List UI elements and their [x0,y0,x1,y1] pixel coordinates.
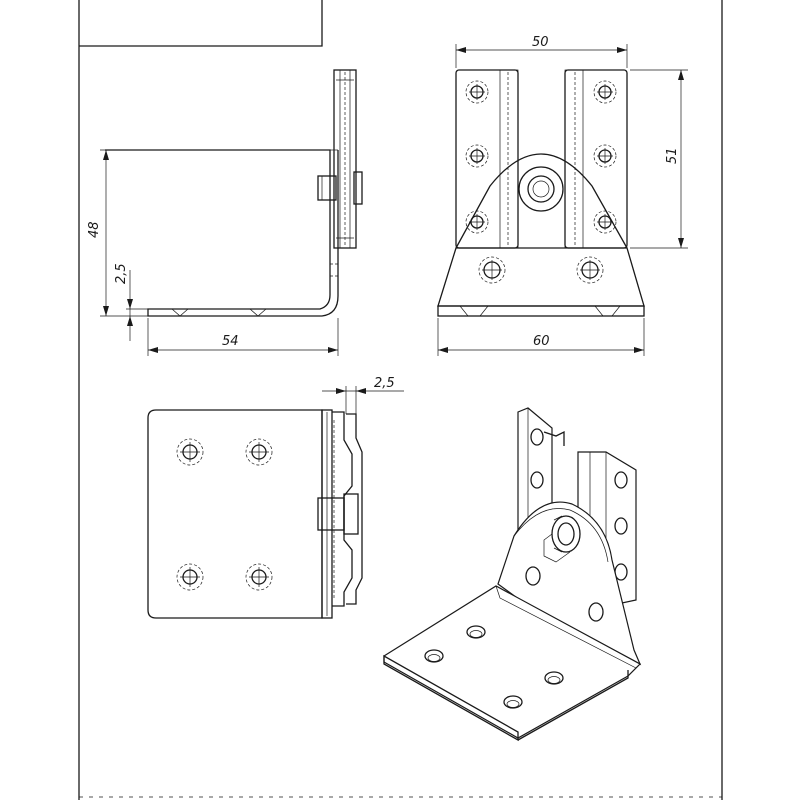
dim-side-depth: 54 [222,334,239,349]
dim-front-width-top: 50 [532,35,549,50]
front-view-holes [466,81,616,283]
isometric-view [384,408,640,740]
dim-side-height: 48 [87,221,102,238]
front-view [438,35,688,356]
dim-bottom-thickness: 2,5 [374,376,395,391]
bottom-view [148,376,404,618]
dim-side-thickness: 2,5 [114,263,129,284]
side-view [87,70,362,356]
bottom-view-holes [177,439,272,590]
dim-front-width-base: 60 [533,334,550,349]
title-block [79,0,322,46]
dim-front-height: 51 [665,147,680,164]
